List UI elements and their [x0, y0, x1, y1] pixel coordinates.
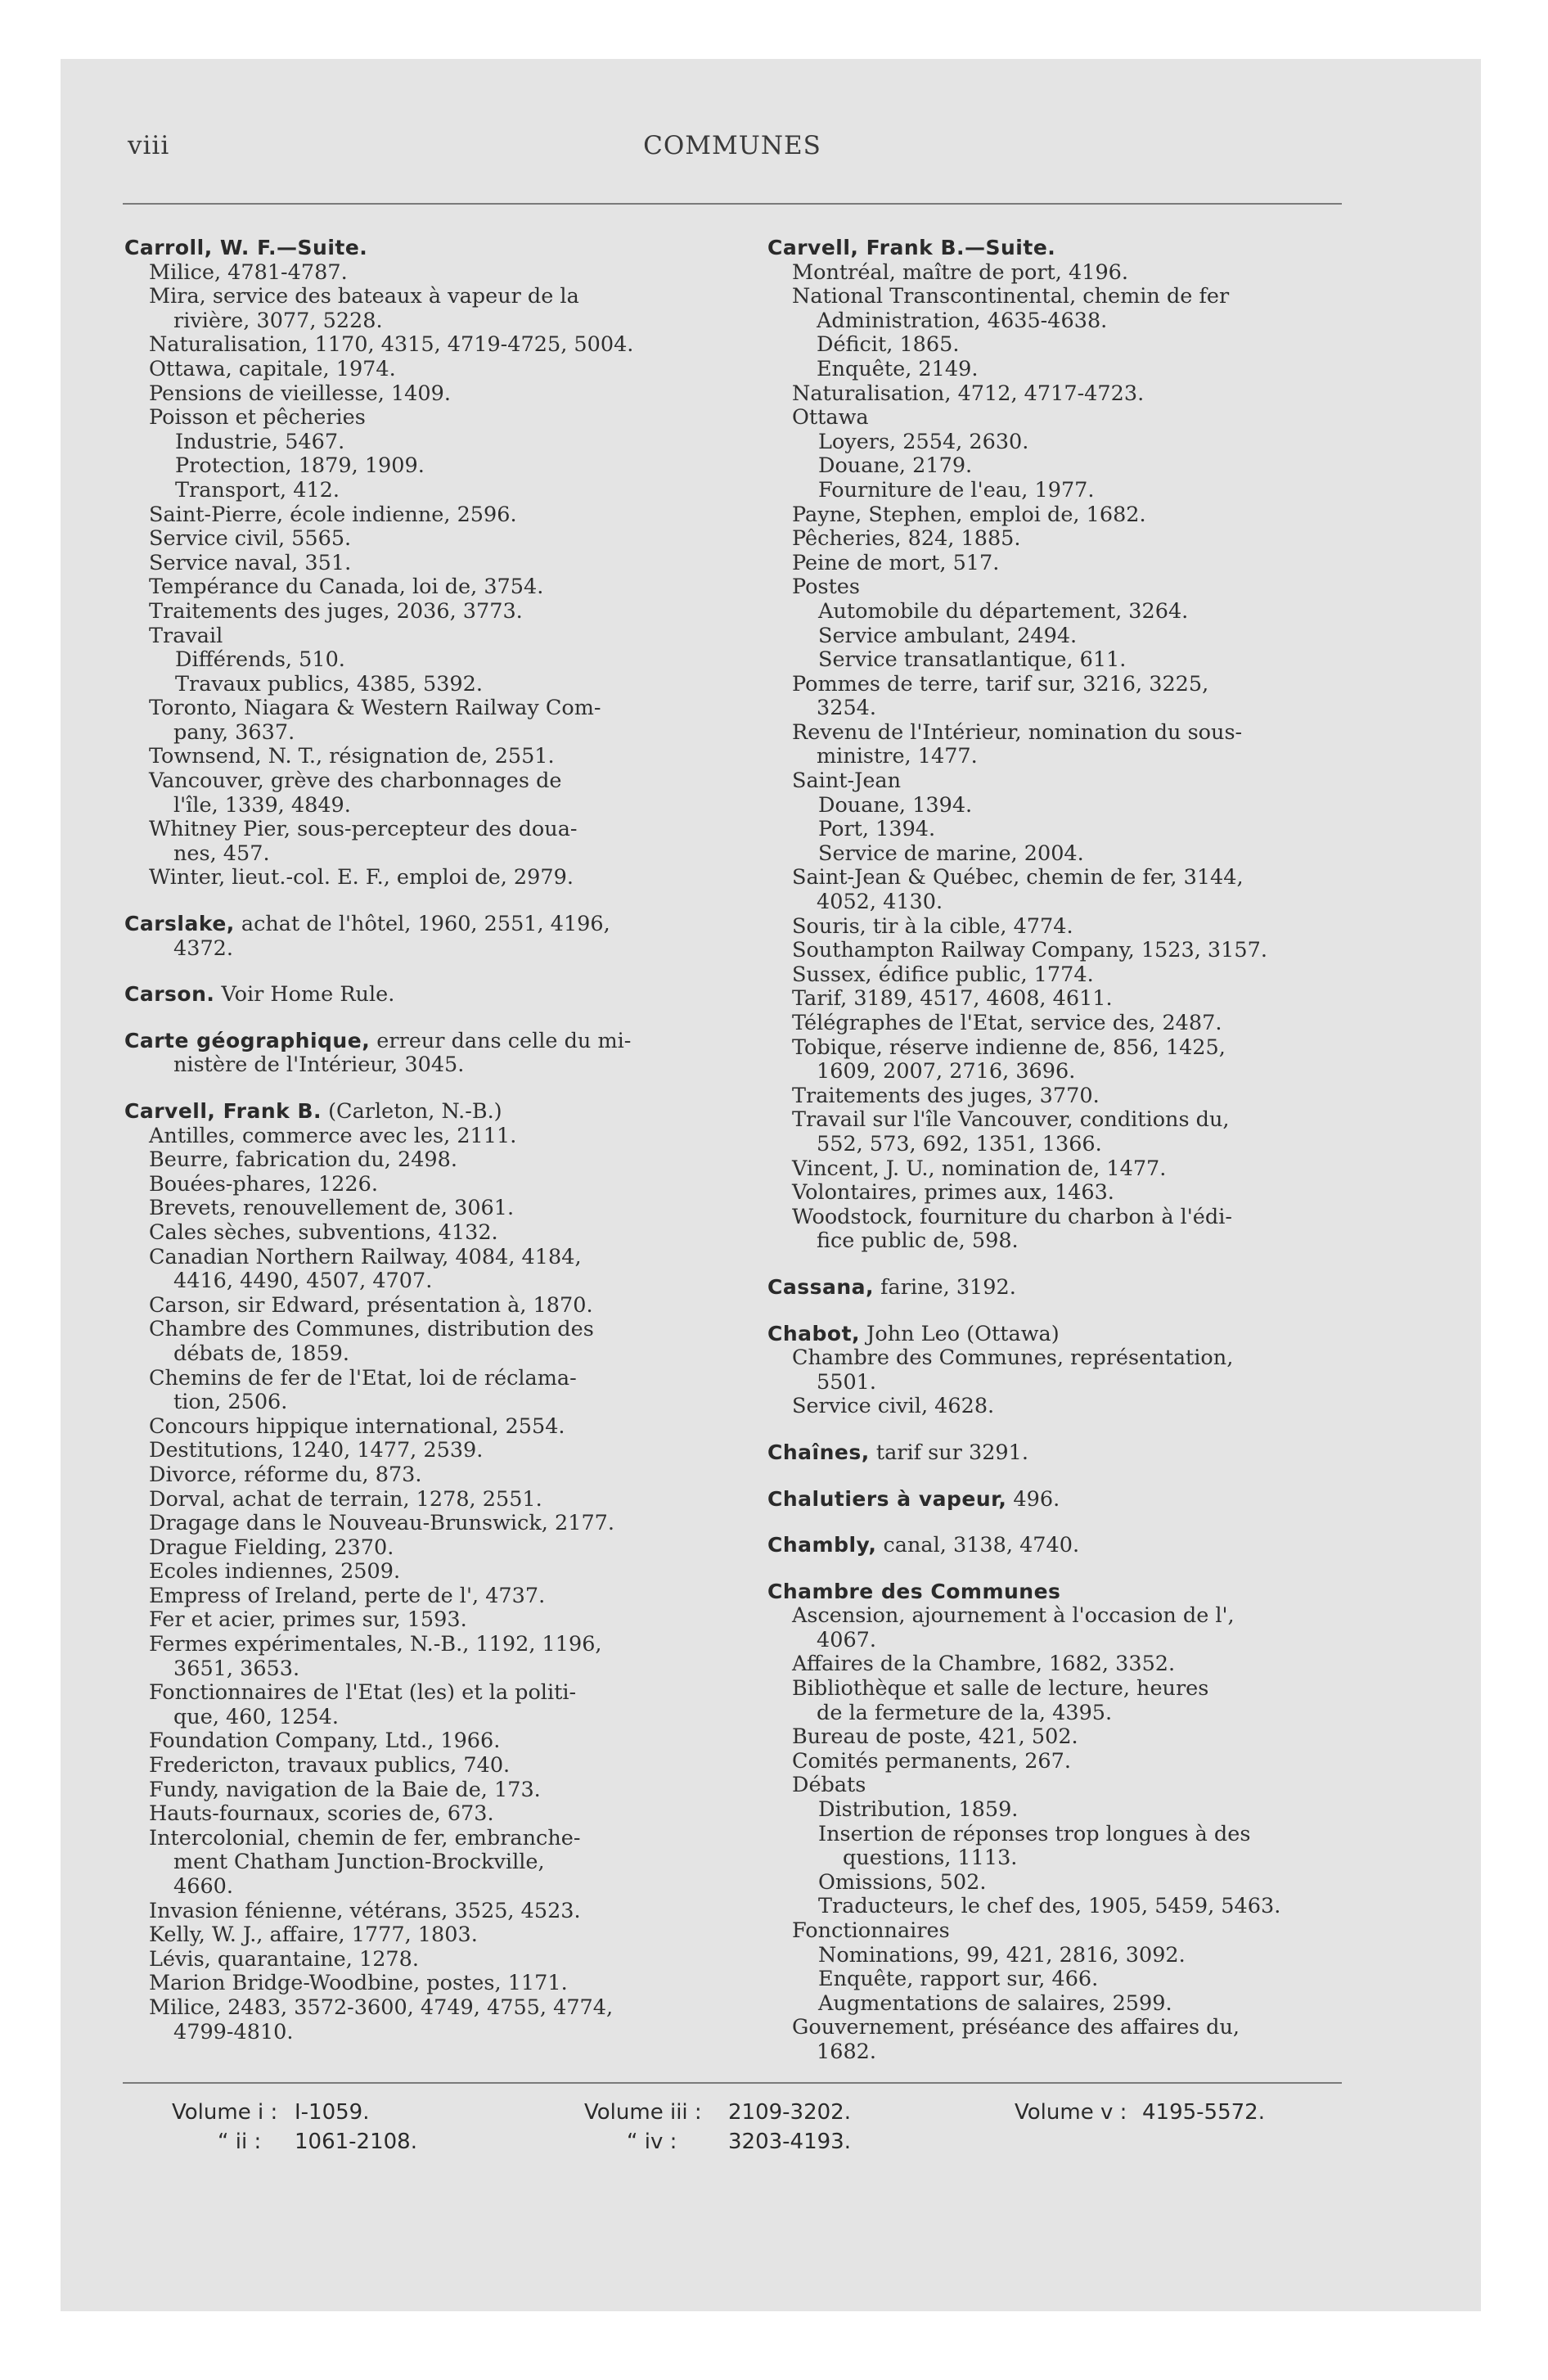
index-entry	[767, 1487, 1378, 1512]
entry-line: Revenu de l'Intérieur, nomination du sous-	[792, 719, 1243, 745]
entry-line: que, 460, 1254.	[173, 1704, 339, 1729]
volume-2-label: “ ii :	[218, 2130, 262, 2154]
entry-line: débats de, 1859.	[173, 1341, 350, 1366]
entry-line: 552, 573, 692, 1351, 1366.	[817, 1131, 1102, 1156]
entry-heading-line	[124, 1099, 735, 1125]
entry-heading: Carte géographique,	[124, 1028, 371, 1053]
entry-line: Volontaires, primes aux, 1463.	[792, 1180, 1114, 1206]
entry-line: Saint-Pierre, école indienne, 2596.	[149, 502, 517, 527]
entry-line: Transport, 412.	[175, 477, 340, 503]
volume-3-range: 2109-3202.	[728, 2100, 851, 2125]
entry-line: 4799-4810.	[173, 2019, 294, 2044]
index-entry	[124, 1099, 735, 2044]
entry-line: Administration, 4635-4638.	[817, 308, 1108, 333]
entry-line: rivière, 3077, 5228.	[173, 308, 383, 333]
header-rule	[123, 203, 1342, 205]
entry-line: Montréal, maître de port, 4196.	[792, 259, 1129, 285]
entry-heading-rest: achat de l'hôtel, 1960, 2551, 4196,	[234, 912, 610, 937]
entry-line: Pensions de vieillesse, 1409.	[149, 381, 451, 406]
entry-heading-rest: farine, 3192.	[874, 1274, 1016, 1300]
volume-1-label: Volume i :	[172, 2100, 278, 2125]
entry-line: 1609, 2007, 2716, 3696.	[817, 1059, 1076, 1084]
entry-line: Beurre, fabrication du, 2498.	[149, 1147, 457, 1173]
entry-line: Concours hippique international, 2554.	[149, 1413, 565, 1439]
entry-line: Omissions, 502.	[818, 1869, 987, 1895]
entry-line: Southampton Railway Company, 1523, 3157.	[792, 938, 1267, 963]
entry-heading-rest: canal, 3138, 4740.	[876, 1533, 1080, 1558]
entry-heading: Carson.	[124, 982, 215, 1007]
entry-line: Invasion fénienne, vétérans, 3525, 4523.	[149, 1898, 581, 1923]
entry-line: Pêcheries, 824, 1885.	[792, 526, 1021, 552]
entry-line: nes, 457.	[173, 841, 270, 866]
entry-line: 4416, 4490, 4507, 4707.	[173, 1269, 433, 1294]
entry-line: 4052, 4130.	[817, 890, 943, 915]
index-entry	[124, 912, 735, 961]
entry-line: Port, 1394.	[818, 817, 936, 842]
entry-heading-line	[124, 1029, 735, 1054]
entry-line: fice public de, 598.	[817, 1228, 1019, 1254]
entry-line: Naturalisation, 1170, 4315, 4719-4725, 5004.	[149, 332, 634, 358]
entry-line: Service ambulant, 2494.	[818, 623, 1078, 648]
entry-heading-line	[767, 236, 1378, 261]
entry-heading: Chabot,	[767, 1321, 861, 1346]
entry-line: Ottawa, capitale, 1974.	[149, 356, 396, 381]
entry-heading: Carvell, Frank B.—Suite.	[767, 236, 1056, 259]
entry-heading-line	[124, 912, 735, 937]
index-entry	[767, 1275, 1378, 1300]
entry-line: Distribution, 1859.	[818, 1797, 1019, 1823]
entry-line: Vincent, J. U., nomination de, 1477.	[792, 1156, 1167, 1181]
entry-line: Tobique, réserve indienne de, 856, 1425,	[792, 1034, 1226, 1060]
entry-line: Milice, 4781-4787.	[149, 259, 348, 285]
entry-heading: Chambly,	[767, 1533, 877, 1557]
entry-line: Vancouver, grève des charbonnages de	[149, 769, 562, 794]
entry-line: Bibliothèque et salle de lecture, heures	[792, 1676, 1209, 1702]
entry-line: Dragage dans le Nouveau-Brunswick, 2177.	[149, 1511, 614, 1536]
entry-line: tion, 2506.	[173, 1390, 288, 1415]
entry-line: Foundation Company, Ltd., 1966.	[149, 1729, 501, 1754]
volume-3-label: Volume iii :	[584, 2100, 702, 2125]
index-entry	[124, 982, 735, 1007]
entry-line: Fredericton, travaux publics, 740.	[149, 1753, 511, 1778]
index-entry	[767, 236, 1378, 1254]
entry-heading-rest: erreur dans celle du mi-	[370, 1028, 632, 1053]
entry-line: Ascension, ajournement à l'occasion de l',	[792, 1603, 1235, 1629]
entry-line: Fer et acier, primes sur, 1593.	[149, 1607, 467, 1633]
entry-line: Chambre des Communes, représentation,	[792, 1346, 1234, 1371]
entry-line: Pommes de terre, tarif sur, 3216, 3225,	[792, 671, 1209, 696]
entry-line: Divorce, réforme du, 873.	[149, 1462, 422, 1487]
index-entry	[767, 1580, 1378, 2065]
entry-line: Winter, lieut.-col. E. F., emploi de, 2979.	[149, 865, 574, 890]
entry-line: Télégraphes de l'Etat, service des, 2487.	[792, 1011, 1222, 1035]
entry-heading-rest: (Carleton, N.-B.)	[322, 1099, 502, 1124]
entry-heading: Carvell, Frank B.	[124, 1099, 322, 1123]
entry-line: Woodstock, fourniture du charbon à l'édi-	[792, 1204, 1232, 1229]
entry-line: Souris, tir à la cible, 4774.	[792, 913, 1073, 939]
entry-line: Hauts-fournaux, scories de, 673.	[149, 1801, 494, 1827]
entry-line: Automobile du département, 3264.	[818, 598, 1189, 624]
entry-line: Lévis, quarantaine, 1278.	[149, 1946, 419, 1972]
entry-line: Gouvernement, préséance des affaires du,	[792, 2015, 1240, 2040]
volume-5-label: Volume v :	[1015, 2100, 1127, 2125]
entry-heading-line	[124, 982, 735, 1007]
entry-line: Cales sèches, subventions, 4132.	[149, 1219, 498, 1245]
entry-line: Loyers, 2554, 2630.	[818, 429, 1029, 454]
entry-line: Service de marine, 2004.	[818, 841, 1084, 866]
entry-line: 3254.	[817, 696, 877, 721]
entry-line: Milice, 2483, 3572-3600, 4749, 4755, 4774,	[149, 1995, 614, 2020]
entry-line: Douane, 2179.	[818, 453, 973, 479]
entry-line: ment Chatham Junction-Brockville,	[173, 1850, 545, 1875]
entry-line: Empress of Ireland, perte de l', 4737.	[149, 1583, 546, 1608]
entry-line: 3651, 3653.	[173, 1656, 300, 1681]
entry-line: Service civil, 5565.	[149, 526, 352, 552]
entry-line: Canadian Northern Railway, 4084, 4184,	[149, 1244, 582, 1269]
index-entry	[124, 1029, 735, 1078]
entry-line: Intercolonial, chemin de fer, embranche-	[149, 1825, 581, 1850]
entry-line: Chambre des Communes, distribution des	[149, 1317, 594, 1342]
index-entry	[124, 236, 735, 890]
entry-line: Poisson et pêcheries	[149, 405, 366, 430]
entry-line: Ecoles indiennes, 2509.	[149, 1559, 401, 1584]
folio: viii	[128, 131, 170, 160]
entry-line: Traducteurs, le chef des, 1905, 5459, 5463.	[818, 1894, 1281, 1919]
entry-line: Tempérance du Canada, loi de, 3754.	[149, 575, 544, 600]
entry-heading-line	[767, 1580, 1378, 1605]
entry-line: Fourniture de l'eau, 1977.	[818, 477, 1095, 503]
entry-line: Insertion de réponses trop longues à des	[818, 1821, 1251, 1846]
entry-heading-rest: tarif sur 3291.	[869, 1440, 1028, 1465]
entry-line: Comités permanents, 267.	[792, 1748, 1071, 1774]
entry-line: Mira, service des bateaux à vapeur de la	[149, 284, 579, 309]
entry-line: Bureau de poste, 421, 502.	[792, 1724, 1078, 1750]
volume-4-label: “ iv :	[627, 2130, 677, 2154]
entry-line: 5501.	[817, 1369, 877, 1395]
entry-line: pany, 3637.	[173, 719, 295, 745]
running-title: COMMUNES	[643, 131, 821, 160]
entry-line: Townsend, N. T., résignation de, 2551.	[149, 744, 555, 769]
entry-heading-line	[767, 1275, 1378, 1300]
entry-heading: Chambre des Communes	[767, 1579, 1061, 1603]
entry-line: Carson, sir Edward, présentation à, 1870.	[149, 1292, 593, 1318]
entry-line: Chemins de fer de l'Etat, loi de réclama-	[149, 1365, 577, 1391]
entry-line: National Transcontinental, chemin de fer	[792, 284, 1230, 309]
entry-line: Service civil, 4628.	[792, 1394, 995, 1419]
entry-line: Fundy, navigation de la Baie de, 173.	[149, 1777, 541, 1802]
entry-line: Débats	[792, 1773, 866, 1798]
volume-5-range: 4195-5572.	[1142, 2100, 1265, 2125]
entry-line: 4660.	[173, 1874, 234, 1899]
entry-heading: Chalutiers à vapeur,	[767, 1486, 1007, 1511]
entry-line: Dorval, achat de terrain, 1278, 2551.	[149, 1486, 542, 1512]
entry-line: Travaux publics, 4385, 5392.	[175, 671, 483, 696]
entry-line: Destitutions, 1240, 1477, 2539.	[149, 1438, 484, 1463]
entry-line: Déficit, 1865.	[817, 332, 960, 358]
entry-heading: Chaînes,	[767, 1440, 870, 1464]
entry-line: Douane, 1394.	[818, 792, 973, 818]
entry-heading-line	[767, 1487, 1378, 1512]
entry-line: Travail sur l'île Vancouver, conditions du,	[792, 1107, 1230, 1133]
entry-heading-rest: Voir Home Rule.	[214, 982, 395, 1007]
entry-line: Brevets, renouvellement de, 3061.	[149, 1196, 515, 1221]
entry-heading-rest: 496.	[1006, 1486, 1060, 1512]
entry-line: Payne, Stephen, emploi de, 1682.	[792, 502, 1146, 527]
entry-line: Sussex, édifice public, 1774.	[792, 962, 1094, 987]
entry-heading-line	[767, 1440, 1378, 1466]
entry-line: nistère de l'Intérieur, 3045.	[173, 1053, 465, 1078]
entry-line: Postes	[792, 575, 860, 600]
entry-heading: Carslake,	[124, 912, 235, 936]
entry-line: 4372.	[173, 935, 234, 961]
index-entry	[767, 1322, 1378, 1419]
entry-heading-line	[767, 1322, 1378, 1347]
entry-line: de la fermeture de la, 4395.	[817, 1700, 1113, 1725]
entry-line: Peine de mort, 517.	[792, 550, 1000, 575]
entry-line: Nominations, 99, 421, 2816, 3092.	[818, 1942, 1186, 1968]
entry-line: 4067.	[817, 1627, 877, 1652]
entry-line: Naturalisation, 4712, 4717-4723.	[792, 381, 1145, 406]
entry-line: Bouées-phares, 1226.	[149, 1171, 378, 1197]
entry-line: Kelly, W. J., affaire, 1777, 1803.	[149, 1922, 478, 1948]
entry-line: 1682.	[817, 2039, 877, 2064]
entry-line: Fonctionnaires de l'Etat (les) et la politi-	[149, 1680, 577, 1706]
entry-heading: Cassana,	[767, 1274, 875, 1299]
entry-line: Protection, 1879, 1909.	[175, 453, 425, 479]
entry-line: Tarif, 3189, 4517, 4608, 4611.	[792, 986, 1113, 1012]
entry-line: l'île, 1339, 4849.	[173, 792, 351, 818]
entry-line: Affaires de la Chambre, 1682, 3352.	[792, 1652, 1176, 1677]
entry-heading-line	[767, 1533, 1378, 1558]
entry-line: Ottawa	[792, 405, 869, 430]
index-entry	[767, 1440, 1378, 1466]
volume-2-range: 1061-2108.	[295, 2130, 417, 2154]
entry-line: Différends, 510.	[175, 647, 345, 673]
index-entry	[767, 1533, 1378, 1558]
entry-line: Enquête, rapport sur, 466.	[818, 1967, 1099, 1992]
entry-line: ministre, 1477.	[817, 744, 978, 769]
entry-line: Service naval, 351.	[149, 550, 352, 575]
entry-line: Antilles, commerce avec les, 2111.	[149, 1123, 517, 1148]
volume-1-range: I-1059.	[295, 2100, 370, 2125]
entry-line: Travail	[149, 623, 223, 648]
entry-line: Augmentations de salaires, 2599.	[818, 1990, 1172, 2016]
index-column-right	[767, 236, 1378, 2086]
entry-line: Industrie, 5467.	[175, 429, 345, 454]
entry-heading-rest: John Leo (Ottawa)	[860, 1321, 1060, 1346]
entry-line: Enquête, 2149.	[817, 356, 979, 381]
entry-line: Traitements des juges, 2036, 3773.	[149, 598, 523, 624]
footer-rule	[123, 2082, 1342, 2084]
entry-line: Toronto, Niagara & Western Railway Com-	[149, 696, 601, 721]
entry-line: questions, 1113.	[843, 1846, 1018, 1871]
entry-line: Traitements des juges, 3770.	[792, 1083, 1100, 1108]
entry-heading: Carroll, W. F.—Suite.	[124, 236, 368, 259]
entry-line: Saint-Jean	[792, 769, 902, 794]
index-column-left	[124, 236, 735, 2066]
entry-line: Service transatlantique, 611.	[818, 647, 1127, 673]
volume-key	[123, 2100, 1342, 2174]
entry-line: Marion Bridge-Woodbine, postes, 1171.	[149, 1971, 568, 1996]
entry-line: Drague Fielding, 2370.	[149, 1535, 394, 1560]
page-header	[123, 128, 1342, 169]
entry-line: Fonctionnaires	[792, 1918, 950, 1943]
entry-line: Saint-Jean & Québec, chemin de fer, 3144,	[792, 865, 1244, 890]
volume-4-range: 3203-4193.	[728, 2130, 851, 2154]
entry-line: Fermes expérimentales, N.-B., 1192, 1196,	[149, 1632, 602, 1657]
entry-line: Whitney Pier, sous-percepteur des doua-	[149, 817, 578, 842]
entry-heading-line	[124, 236, 735, 261]
